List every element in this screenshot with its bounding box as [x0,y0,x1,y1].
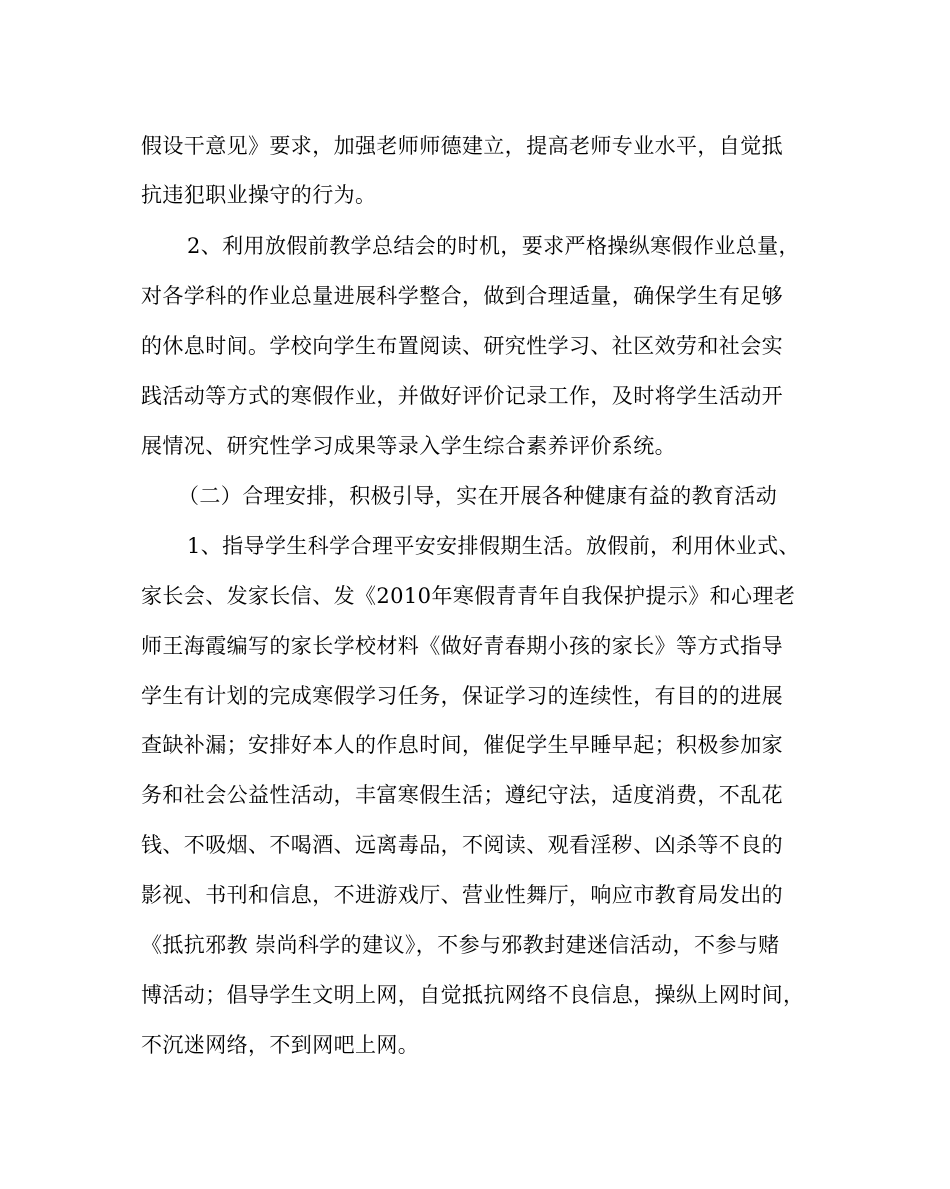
text-line: 务和社会公益性活动，丰富寒假生活；遵纪守法，适度消费，不乱花 [141,783,783,807]
text-line: 展情况、研究性学习成果等录入学生综合素养评价系统。 [141,434,676,458]
text-line: 钱、不吸烟、不喝酒、远离毒品，不阅读、观看淫秽、凶杀等不良的 [141,833,783,857]
text-line: 师王海霞编写的家长学校材料《做好青春期小孩的家长》等方式指导 [141,634,783,658]
text-line: 2、利用放假前教学总结会的时机，要求严格操纵寒假作业总量， [187,234,800,258]
section-heading: （二）合理安排，积极引导，实在开展各种健康有益的教育活动 [178,484,778,508]
text-line: 学生有计划的完成寒假学习任务，保证学习的连续性，有目的的进展 [141,684,783,708]
text-line: 博活动；倡导学生文明上网，自觉抵抗网络不良信息，操纵上网时间， [141,983,805,1007]
text-line: 家长会、发家长信、发《2010年寒假青青年自我保护提示》和心理老 [141,584,796,608]
text-line: 的休息时间。学校向学生布置阅读、研究性学习、社区效劳和社会实 [141,334,783,358]
text-line: 查缺补漏；安排好本人的作息时间，催促学生早睡早起；积极参加家 [141,733,783,757]
text-line: 践活动等方式的寒假作业，并做好评价记录工作，及时将学生活动开 [141,384,783,408]
text-line: 假设干意见》要求，加强老师师德建立，提高老师专业水平，自觉抵 [141,134,783,158]
text-line: 抗违犯职业操守的行为。 [141,183,377,207]
text-line: 不沉迷网络，不到网吧上网。 [141,1033,420,1057]
text-line: 1、指导学生科学合理平安安排假期生活。放假前，利用休业式、 [187,534,800,558]
text-line: 对各学科的作业总量进展科学整合，做到合理适量，确保学生有足够 [141,284,783,308]
text-line: 《抵抗邪教 崇尚科学的建议》，不参与邪教封建迷信活动，不参与赌 [141,933,780,957]
text-line: 影视、书刊和信息，不进游戏厅、营业性舞厅，响应市教育局发出的 [141,883,783,907]
